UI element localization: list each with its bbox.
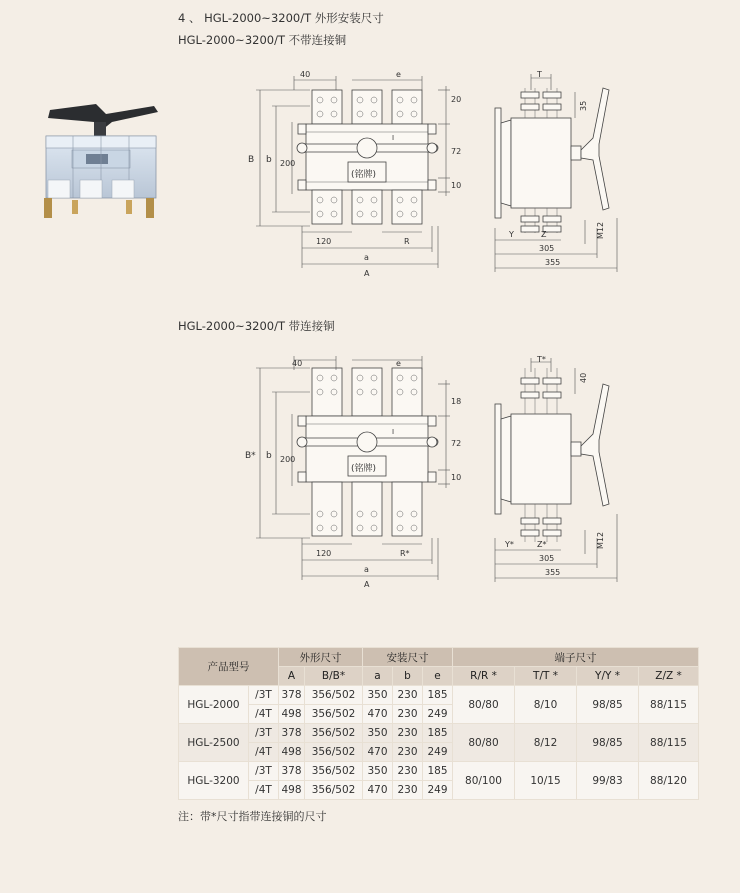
dim-10: 10: [451, 181, 462, 190]
dim-e: e: [396, 70, 401, 79]
cell-b: 230: [393, 743, 423, 762]
side-view-drawing-with-copper: [485, 354, 635, 589]
header-model: 产品型号: [179, 648, 279, 686]
header-install: 安装尺寸: [363, 648, 453, 667]
model-cell: HGL-3200: [179, 762, 249, 800]
subheader-R: R/R *: [453, 667, 515, 686]
dim-a: a: [364, 253, 369, 262]
cell-Z: 88/115: [639, 686, 699, 724]
dim-Y: Y: [509, 230, 514, 239]
dim-A: A: [364, 269, 370, 278]
dim-355: 355: [545, 568, 561, 577]
cell-b: 230: [393, 686, 423, 705]
cell-A: 378: [279, 724, 305, 743]
cell-a: 350: [363, 724, 393, 743]
cell-Z: 88/115: [639, 724, 699, 762]
cell-B: 356/502: [305, 686, 363, 705]
dim-72: 72: [451, 439, 462, 448]
cell-B: 356/502: [305, 724, 363, 743]
cell-b: 230: [393, 762, 423, 781]
top-terminals: [312, 90, 422, 124]
dim-40: 40: [300, 70, 311, 79]
cell-T: 10/15: [515, 762, 577, 800]
cell-B: 356/502: [305, 781, 363, 800]
subheader-Z: Z/Z *: [639, 667, 699, 686]
subsection-title-with-copper: HGL-2000~3200/T 带连接铜: [178, 319, 335, 333]
cell-b: 230: [393, 724, 423, 743]
pole-cell: /4T: [249, 705, 279, 724]
dim-355: 355: [545, 258, 561, 267]
dim-b: b: [266, 155, 272, 165]
cell-a: 470: [363, 705, 393, 724]
dim-B-star: B*: [245, 451, 256, 461]
subsection-title-without-copper: HGL-2000~3200/T 不带连接铜: [178, 33, 347, 47]
pole-cell: /3T: [249, 724, 279, 743]
dim-e: e: [396, 359, 401, 368]
cell-A: 498: [279, 781, 305, 800]
table-row: [179, 686, 699, 705]
cell-R: 80/100: [453, 762, 515, 800]
subheader-B: B/B*: [305, 667, 363, 686]
dim-305: 305: [539, 244, 555, 253]
dim-18: 18: [451, 397, 462, 406]
subheader-Y: Y/Y *: [577, 667, 639, 686]
side-view-drawing-without-copper: [485, 68, 635, 283]
cell-T: 8/12: [515, 724, 577, 762]
switch-mark: I: [392, 134, 395, 142]
dim-M12: M12: [596, 221, 605, 239]
cell-e: 185: [423, 686, 453, 705]
cell-e: 249: [423, 705, 453, 724]
cell-A: 498: [279, 705, 305, 724]
cell-b: 230: [393, 781, 423, 800]
bottom-terminals: [312, 190, 422, 224]
cell-Z: 88/120: [639, 762, 699, 800]
dim-40: 40: [292, 359, 303, 368]
dim-40: 40: [579, 372, 588, 383]
dim-b: b: [266, 451, 272, 461]
switch-mark: I: [392, 428, 395, 436]
pole-cell: /3T: [249, 762, 279, 781]
dim-T-star: T*: [537, 355, 546, 364]
dim-Z: Z: [541, 230, 547, 239]
dim-R-star: R*: [400, 549, 410, 558]
dim-200: 200: [280, 455, 296, 464]
cell-B: 356/502: [305, 762, 363, 781]
cell-e: 185: [423, 724, 453, 743]
nameplate-label: (铭牌): [351, 170, 377, 180]
subheader-a: a: [363, 667, 393, 686]
dim-B: B: [248, 155, 255, 165]
model-cell: HGL-2500: [179, 724, 249, 762]
dim-A: A: [364, 580, 370, 589]
front-view-drawing-with-copper: [240, 354, 480, 589]
cell-T: 8/10: [515, 686, 577, 724]
cell-a: 470: [363, 781, 393, 800]
section-title: 4 、 HGL-2000~3200/T 外形安装尺寸: [178, 11, 384, 25]
dim-T: T: [537, 70, 542, 79]
subheader-A: A: [279, 667, 305, 686]
pole-cell: /4T: [249, 743, 279, 762]
dim-Z-star: Z*: [537, 540, 547, 549]
table-row: [179, 724, 699, 743]
nameplate-label: (铭牌): [351, 464, 377, 474]
dim-72: 72: [451, 147, 462, 156]
front-view-drawing-without-copper: [240, 68, 480, 283]
header-outline: 外形尺寸: [279, 648, 363, 667]
cell-A: 378: [279, 762, 305, 781]
pole-cell: /4T: [249, 781, 279, 800]
dim-35: 35: [579, 100, 588, 111]
subheader-b: b: [393, 667, 423, 686]
dim-10: 10: [451, 473, 462, 482]
cell-B: 356/502: [305, 705, 363, 724]
cell-a: 350: [363, 686, 393, 705]
dim-20: 20: [451, 95, 462, 104]
pole-cell: /3T: [249, 686, 279, 705]
bottom-copper-terminals: [312, 482, 422, 536]
table-row: [179, 762, 699, 781]
subheader-T: T/T *: [515, 667, 577, 686]
dimension-spec-table: [178, 647, 699, 800]
top-copper-terminals: [312, 368, 422, 416]
cell-Y: 99/83: [577, 762, 639, 800]
cell-a: 350: [363, 762, 393, 781]
dim-305: 305: [539, 554, 555, 563]
cell-e: 249: [423, 781, 453, 800]
subheader-e: e: [423, 667, 453, 686]
cell-R: 80/80: [453, 686, 515, 724]
product-photo: [36, 98, 166, 228]
cell-B: 356/502: [305, 743, 363, 762]
dim-a: a: [364, 565, 369, 574]
header-terminal: 端子尺寸: [453, 648, 699, 667]
cell-R: 80/80: [453, 724, 515, 762]
cell-Y: 98/85: [577, 686, 639, 724]
cell-e: 249: [423, 743, 453, 762]
footnote: 注：带*尺寸指带连接铜的尺寸: [178, 810, 327, 823]
dim-Y-star: Y*: [505, 540, 514, 549]
dim-200: 200: [280, 159, 296, 168]
dim-M12: M12: [596, 531, 605, 549]
cell-Y: 98/85: [577, 724, 639, 762]
cell-A: 378: [279, 686, 305, 705]
model-cell: HGL-2000: [179, 686, 249, 724]
cell-e: 185: [423, 762, 453, 781]
cell-A: 498: [279, 743, 305, 762]
dim-R: R: [404, 237, 410, 246]
cell-a: 470: [363, 743, 393, 762]
dim-120: 120: [316, 549, 332, 558]
cell-b: 230: [393, 705, 423, 724]
dim-120: 120: [316, 237, 332, 246]
